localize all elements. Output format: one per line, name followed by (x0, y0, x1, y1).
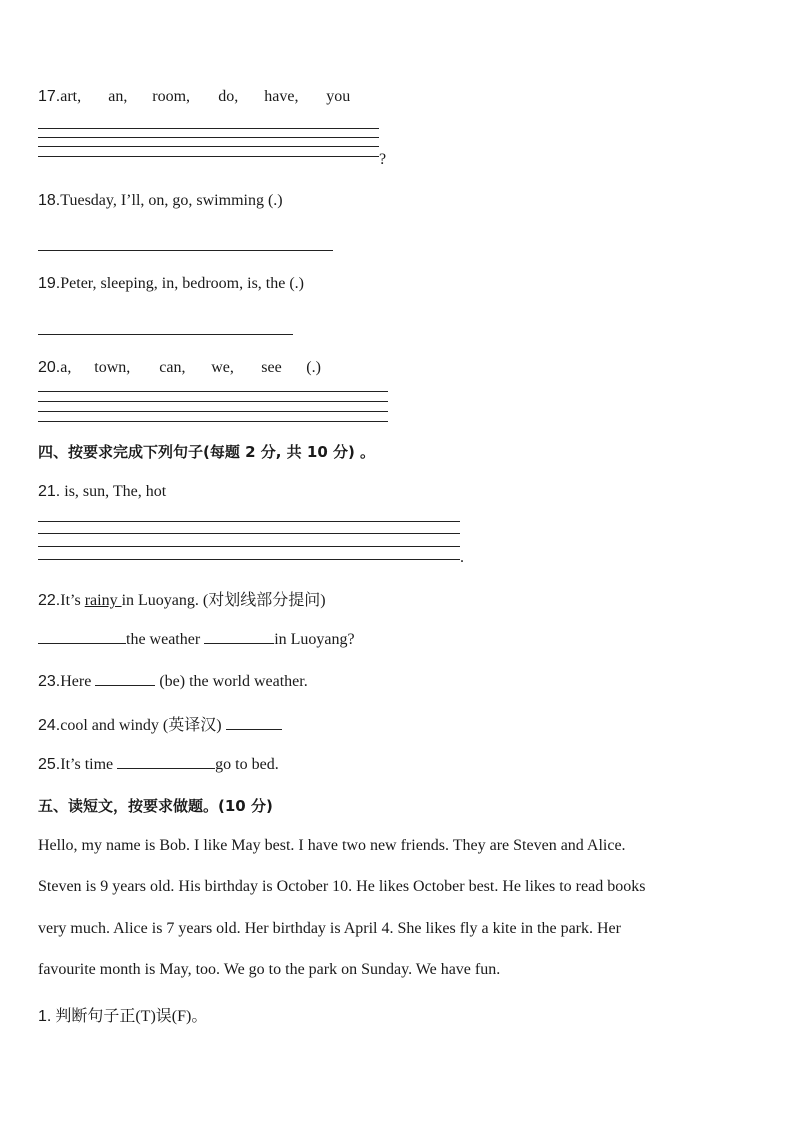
word: a, (60, 359, 72, 376)
answer-line[interactable] (38, 421, 388, 422)
question-text: Peter, sleeping, in, bedroom, is, the (.) (60, 275, 304, 292)
question-text: is, sun, The, hot (60, 483, 167, 500)
answer-blank[interactable] (38, 629, 126, 644)
passage-line: Steven is 9 years old. His birthday is October 10. He likes October best. He likes to read books (38, 878, 646, 895)
question-number: 23. (38, 673, 61, 690)
question-number: 20. (38, 359, 61, 376)
word: an, (108, 88, 128, 105)
question-text: It’s (60, 592, 85, 609)
question-number: 18. (38, 192, 61, 209)
section-4-heading: 四、按要求完成下列句子(每题 2 分, 共 10 分) 。 (38, 443, 376, 461)
task-text: 判断句子正(T)误(F)。 (51, 1008, 208, 1025)
answer-blank[interactable] (117, 754, 215, 769)
question-text: It’s time (60, 756, 118, 773)
passage-line: favourite month is May, too. We go to the park on Sunday. We have fun. (38, 961, 501, 978)
answer-text: in Luoyang? (274, 631, 355, 648)
question-text: Tuesday, I’ll, on, go, swimming (.) (60, 192, 283, 209)
answer-line[interactable] (38, 334, 293, 335)
answer-line[interactable] (38, 137, 379, 138)
word: have, (264, 88, 299, 105)
answer-line[interactable] (38, 533, 460, 534)
question-mark: ? (379, 151, 387, 168)
word: can, (159, 359, 186, 376)
word: room, (152, 88, 191, 105)
question-number: 17. (38, 88, 61, 105)
question-25 (38, 754, 279, 774)
answer-line[interactable] (38, 391, 388, 392)
answer-line[interactable] (38, 521, 460, 522)
question-19 (38, 275, 304, 293)
word: art, (60, 88, 82, 105)
question-20 (38, 359, 321, 377)
task-number: 1. (38, 1008, 52, 1025)
answer-line[interactable] (38, 401, 388, 402)
word: we, (211, 359, 234, 376)
period-mark: . (460, 549, 464, 566)
answer-line[interactable] (38, 411, 388, 412)
question-23 (38, 671, 308, 691)
answer-line[interactable] (38, 559, 460, 560)
passage-line: Hello, my name is Bob. I like May best. I have two new friends. They are Steven and Alice. (38, 837, 626, 854)
question-24 (38, 712, 282, 735)
answer-text: the weather (126, 631, 205, 648)
question-22-answer (38, 629, 355, 649)
word: see (261, 359, 282, 376)
question-18 (38, 192, 283, 210)
word: you (326, 88, 351, 105)
answer-blank[interactable] (226, 715, 282, 730)
answer-line[interactable] (38, 156, 379, 157)
underlined-word: rainy (84, 592, 122, 609)
answer-blank[interactable] (95, 671, 155, 686)
question-number: 19. (38, 275, 61, 292)
question-text: Here (60, 673, 96, 690)
question-number: 22. (38, 592, 61, 609)
passage-line: very much. Alice is 7 years old. Her birthday is April 4. She likes fly a kite in the park. Her (38, 920, 621, 937)
word: (.) (306, 359, 321, 376)
word: town, (94, 359, 131, 376)
question-text: cool and windy (英译汉) (60, 717, 226, 734)
word: do, (218, 88, 239, 105)
question-text: go to bed. (215, 756, 279, 773)
question-number: 25. (38, 756, 61, 773)
answer-line[interactable] (38, 250, 333, 251)
question-17 (38, 88, 350, 106)
question-text: (be) the world weather. (155, 673, 308, 690)
answer-line[interactable] (38, 128, 379, 129)
task-1 (38, 1003, 207, 1026)
question-number: 21. (38, 483, 61, 500)
question-number: 24. (38, 717, 61, 734)
question-21 (38, 483, 166, 501)
question-22 (38, 587, 326, 610)
question-text: in Luoyang. (对划线部分提问) (121, 592, 326, 609)
section-5-heading: 五、读短文，按要求做题。(10 分) (38, 797, 273, 815)
answer-line[interactable] (38, 146, 379, 147)
answer-blank[interactable] (204, 629, 274, 644)
answer-line[interactable] (38, 546, 460, 547)
